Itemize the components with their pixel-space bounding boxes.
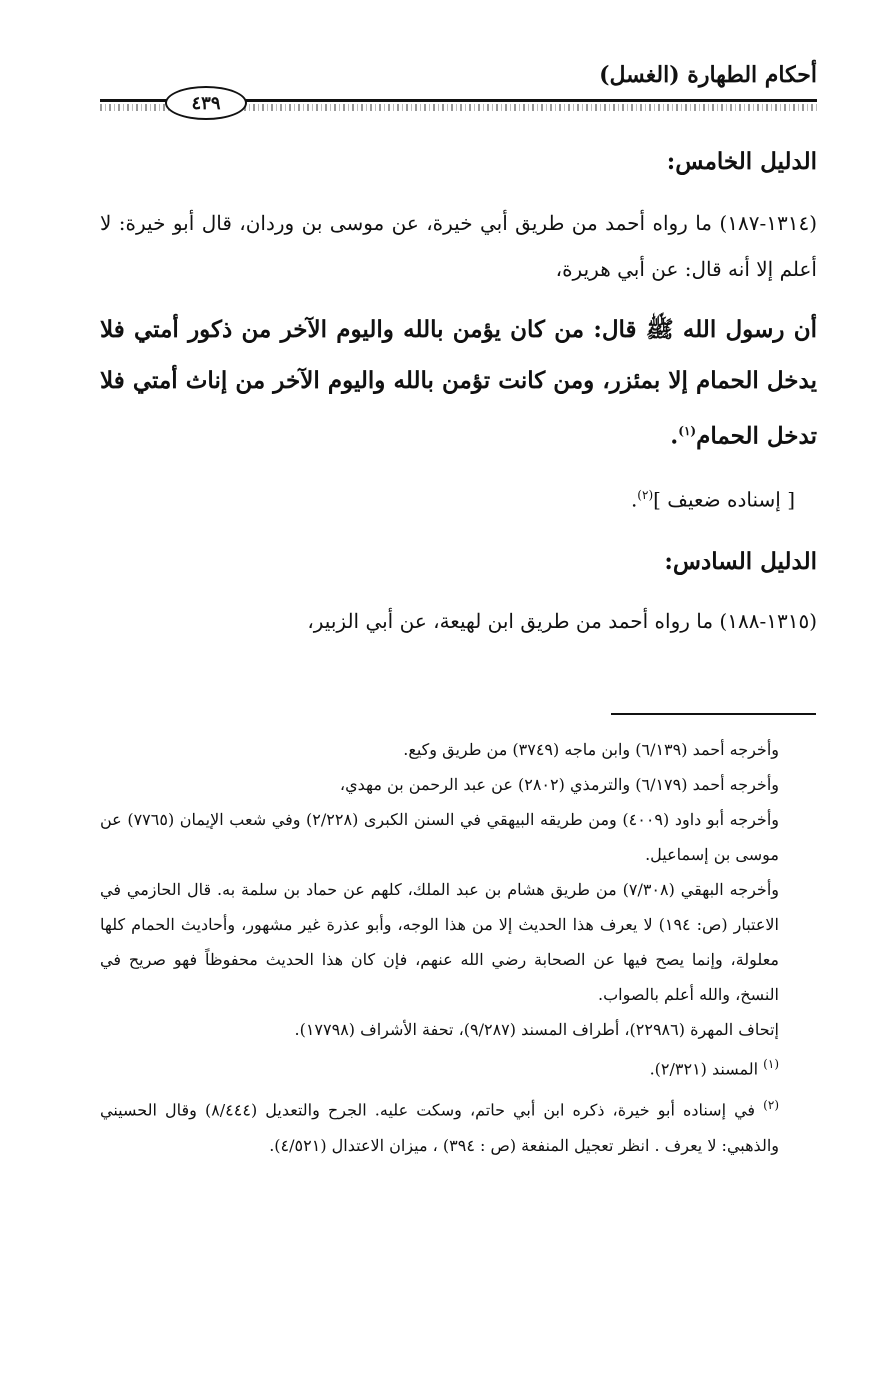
footnote-separator xyxy=(611,713,816,715)
grading-end: . xyxy=(630,487,638,512)
running-title: أحكام الطهارة (الغسل) xyxy=(599,62,817,88)
footnote-line: وأخرجه أحمد (٦/١٣٩) وابن ماجه (٣٧٤٩) من طريق وكيع. xyxy=(403,740,779,759)
narration-text: (١٣١٤-١٨٧) ما رواه أحمد من طريق أبي خيرة، عن موسى بن وردان، قال أبو خيرة: لا أعلم إلا أنه قال: عن أبي هريرة، xyxy=(100,211,817,281)
hadith-end: . xyxy=(670,422,679,450)
footnote-line: وأخرجه أحمد (٦/١٧٩) والترمذي (٢٨٠٢) عن عبد الرحمن بن مهدي، xyxy=(339,775,779,794)
footnote-1 xyxy=(100,1047,817,1086)
narration-1315 xyxy=(100,598,817,644)
footnote-marker: (٢) xyxy=(763,1098,779,1113)
footnote-2 xyxy=(100,1088,817,1162)
grading-block xyxy=(100,475,817,520)
footnote-line: وأخرجه البهقي (٧/٣٠٨) من طريق هشام بن عبد الملك، كلهم عن حماد بن سلمة به. قال الحازمي في الاعتبار (ص: ١٩٤) لا يعرف هذا الحديث إلا من هذا الوجه، وأبو عذرة غير مشهور، وأحاديث الحمام كلها معلولة، وإنما يصح فيها عن الصحابة رضي الله عنهم، فإن كان هذا الحديث محفوظاً فهو صريح في النسخ، والله أعلم بالصواب. xyxy=(100,880,779,1004)
footnote-text: في إسناده أبو خيرة، ذكره ابن أبي حاتم، وسكت عليه. الجرح والتعديل (٨/٤٤٤) وقال الحسيني والذهبي: لا يعرف . انظر تعجيل المنفعة (ص : ٣٩٤) ، ميزان الاعتدال (٤/٥٢١). xyxy=(100,1100,779,1155)
heading-sixth-evidence xyxy=(100,548,817,575)
section-heading: الدليل الخامس: xyxy=(666,148,817,175)
footnotes xyxy=(100,732,817,1163)
hadith-text xyxy=(100,304,817,462)
page-number: ٤٣٩ xyxy=(165,86,247,120)
hadith-text-block xyxy=(100,304,817,462)
heading-fifth-evidence xyxy=(100,148,817,175)
footnote-ref-2: (٢) xyxy=(637,488,654,502)
hadith-body: أن رسول الله ﷺ قال: من كان يؤمن بالله واليوم الآخر من ذكور أمتي فلا يدخل الحمام إلا بمئزر، ومن كانت تؤمن بالله واليوم الآخر من إناث أمتي فلا تدخل الحمام xyxy=(100,316,818,450)
footnote-text: المسند (٢/٣٢١). xyxy=(649,1059,759,1079)
grading-label: [ إسناده ضعيف ] xyxy=(653,487,795,512)
footnote-ref-1: (١) xyxy=(678,424,697,438)
section-heading: الدليل السادس: xyxy=(664,548,817,575)
narration-1314 xyxy=(100,200,817,292)
footnote-marker: (١) xyxy=(763,1057,779,1071)
grading-text xyxy=(100,475,795,520)
footnote-line: وأخرجه أبو داود (٤٠٠٩) ومن طريقه البيهقي في السنن الكبرى (٢/٢٢٨) وفي شعب الإيمان (٧٧٦٥) عن موسى بن إسماعيل. xyxy=(100,810,779,864)
narration-text: (١٣١٥-١٨٨) ما رواه أحمد من طريق ابن لهيعة، عن أبي الزبير، xyxy=(307,609,817,633)
footnote-line: إتحاف المهرة (٢٢٩٨٦)، أطراف المسند (٩/٢٨٧)، تحفة الأشراف (١٧٧٩٨). xyxy=(294,1020,779,1039)
